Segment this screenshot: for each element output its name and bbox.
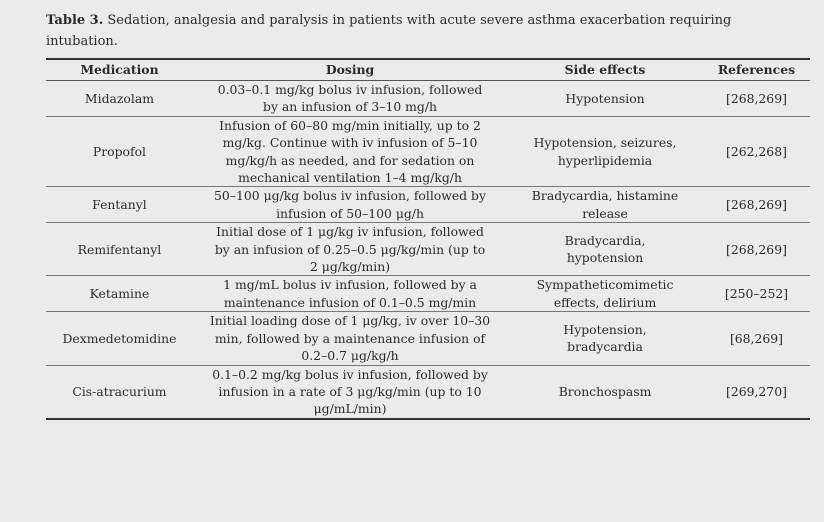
table-row [46,365,810,419]
table-header-row [46,59,810,81]
cell-side-effects [507,276,703,312]
table-caption [46,10,786,52]
side-effects-line: Hypotension [565,90,645,106]
table-row [46,223,810,276]
table-caption-label: Table 3. [46,13,104,28]
side-effects-line: Bronchospasm [558,383,652,399]
cell-dosing [193,116,507,187]
header-dosing: Dosing [325,62,375,78]
cell-side-effects [507,312,703,365]
table-body [46,81,810,419]
dosing-line: 0.1–0.2 mg/kg bolus iv infusion, followed by [212,366,488,382]
dosing-line: 0.2–0.7 μg/kg/h [301,348,399,364]
cell-references: [262,268] [726,143,787,159]
table-row [46,187,810,223]
cell-references: [268,269] [726,241,787,257]
table-row [46,116,810,187]
cell-references: [268,269] [726,197,787,213]
dosing-line: 1 mg/mL bolus iv infusion, followed by a [223,277,477,293]
side-effects-line: effects, delirium [553,294,657,310]
table-row [46,312,810,365]
cell-side-effects [507,116,703,187]
side-effects-line: Bradycardia, [564,232,646,248]
side-effects-line: hypotension [566,250,644,266]
side-effects-line: Hypotension, seizures, [533,135,677,151]
cell-references: [68,269] [729,330,783,346]
dosing-line: Infusion of 60–80 mg/min initially, up to 2 [219,117,481,133]
dosing-line: μg/mL/min) [313,401,387,417]
header-medication: Medication [80,62,159,78]
cell-medication: Dexmedetomidine [62,330,177,346]
cell-side-effects [507,81,703,117]
dosing-line: 50–100 μg/kg bolus iv infusion, followed by [214,188,486,204]
sedation-table [46,58,810,420]
side-effects-line: bradycardia [567,339,643,355]
side-effects-line: Hypotension, [563,321,647,337]
dosing-line: by an infusion of 3–10 mg/h [263,99,438,115]
cell-side-effects [507,365,703,419]
cell-side-effects [507,223,703,276]
cell-dosing [193,312,507,365]
cell-dosing [193,276,507,312]
cell-medication: Propofol [92,143,147,159]
cell-medication: Midazolam [84,90,154,106]
cell-side-effects [507,187,703,223]
dosing-line: Initial dose of 1 μg/kg iv infusion, followed [216,224,484,240]
header-references: References [717,62,796,78]
cell-dosing [193,81,507,117]
side-effects-line: Sympatheticomimetic [536,277,674,293]
dosing-line: mg/kg. Continue with iv infusion of 5–10 [222,135,478,151]
cell-references: [269,270] [726,383,787,399]
dosing-line: 2 μg/kg/min) [309,259,391,275]
side-effects-line: hyperlipidemia [557,152,653,168]
dosing-line: by an infusion of 0.25–0.5 μg/kg/min (up to [214,241,486,257]
dosing-line: maintenance infusion of 0.1–0.5 mg/min [223,294,477,310]
cell-references: [250–252] [724,286,789,302]
header-side-effects: Side effects [564,62,646,78]
dosing-line: mechanical ventilation 1–4 mg/kg/h [238,170,462,186]
table-row [46,81,810,117]
dosing-line: mg/kg/h as needed, and for sedation on [225,152,475,168]
dosing-line: infusion in a rate of 3 μg/kg/min (up to 10 [218,383,482,399]
cell-medication: Ketamine [89,286,150,302]
cell-dosing [193,223,507,276]
cell-medication: Fentanyl [92,197,147,213]
dosing-line: Initial loading dose of 1 μg/kg, iv over 10–30 [209,313,491,329]
side-effects-line: Bradycardia, histamine [531,188,679,204]
dosing-line: min, followed by a maintenance infusion of [214,330,486,346]
side-effects-line: release [582,205,628,221]
dosing-line: 0.03–0.1 mg/kg bolus iv infusion, followed [217,82,483,97]
cell-medication: Remifentanyl [77,241,162,257]
cell-references: [268,269] [726,90,787,106]
table-caption-text: Sedation, analgesia and paralysis in patients with acute severe asthma exacerbation requiring intubation. [46,13,732,49]
table-row [46,276,810,312]
cell-dosing [193,365,507,419]
cell-dosing [193,187,507,223]
dosing-line: infusion of 50–100 μg/h [276,205,424,221]
cell-medication: Cis-atracurium [72,383,167,399]
